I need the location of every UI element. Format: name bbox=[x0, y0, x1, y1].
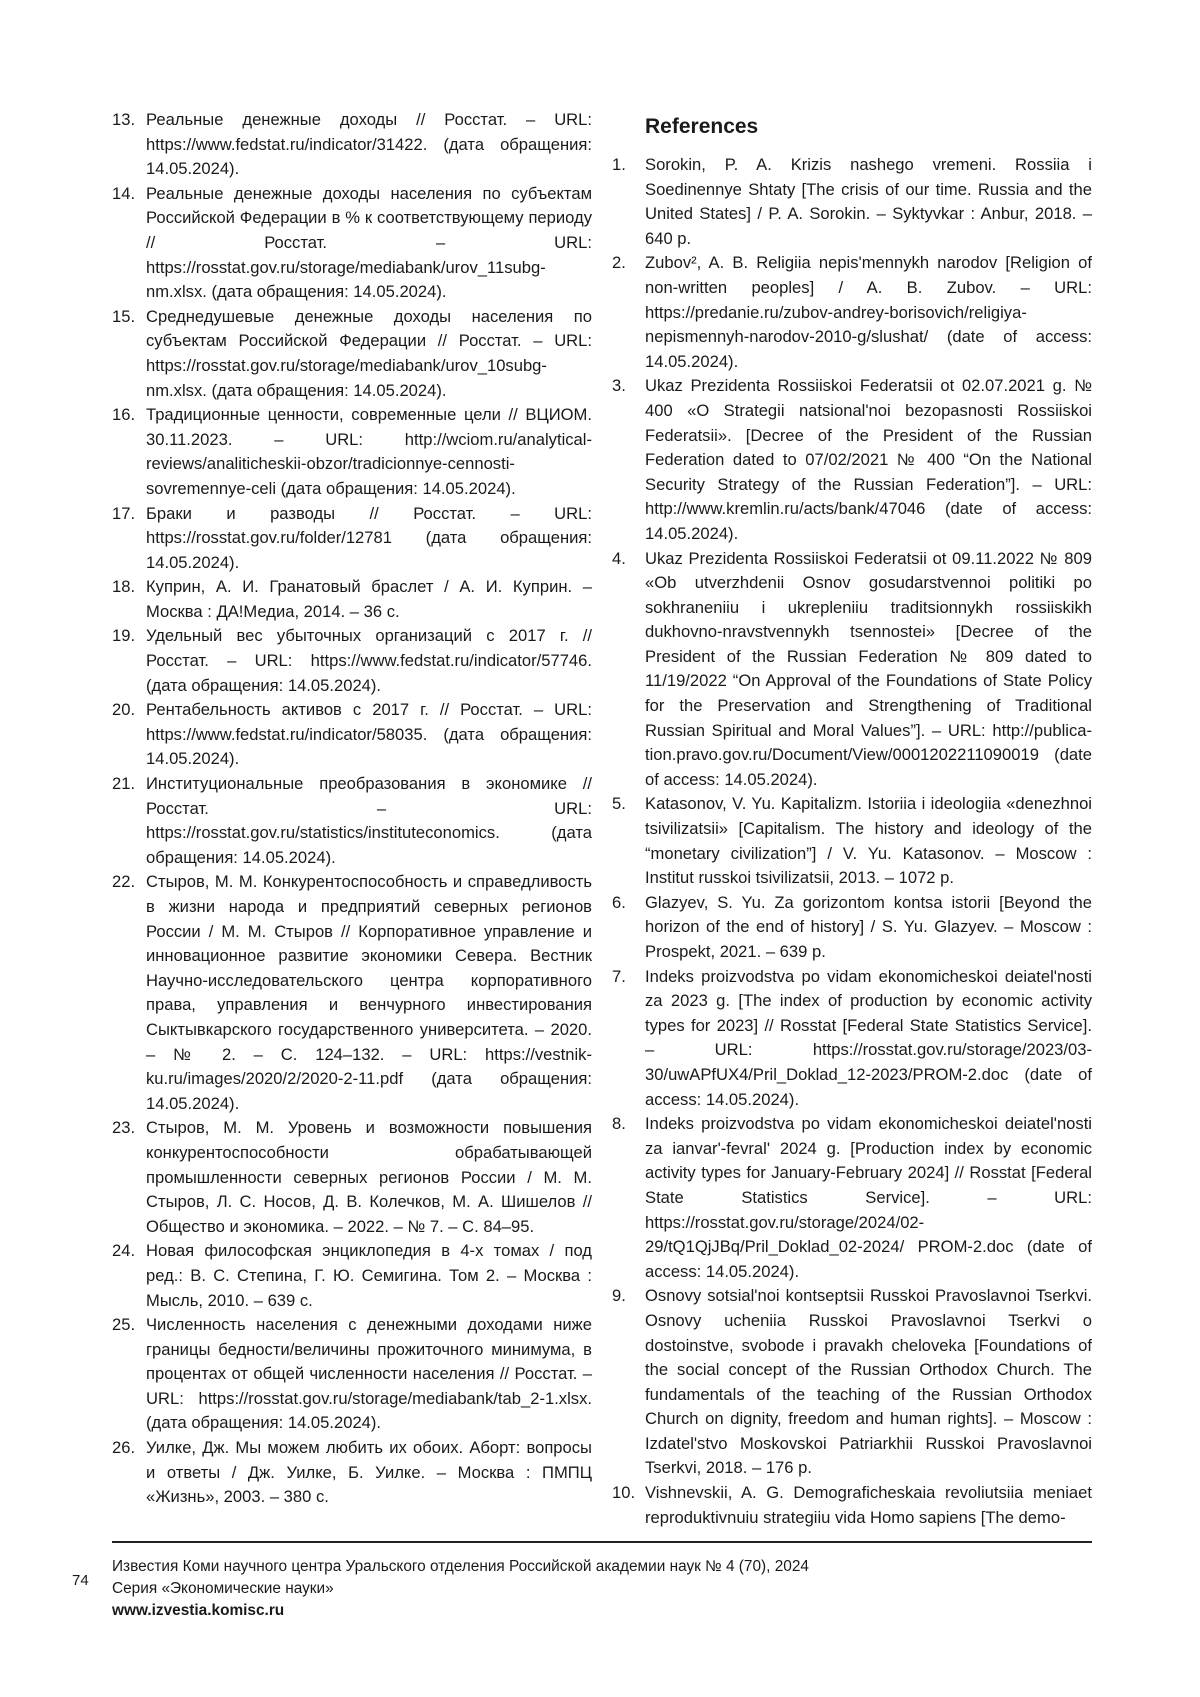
reference-number: 19. bbox=[112, 624, 144, 649]
reference-text: Реальные денежные доходы населения по субъектам Российской Федерации в % к соответствующему периоду // Росстат. – URL: https://rosstat.gov.ru/storage/mediabank/urov_11subg-nm.xlsx. (дата обращения: 14.05.2024). bbox=[146, 182, 592, 305]
journal-series: Серия «Экономические науки» bbox=[112, 1578, 1092, 1600]
left-column bbox=[112, 108, 592, 1510]
reference-text: Уилке, Дж. Мы можем любить их обоих. Аборт: вопросы и ответы / Дж. Уилке, Б. Уилке. – Москва : ПМПЦ «Жизнь», 2003. – 380 с. bbox=[146, 1436, 592, 1510]
reference-number: 3. bbox=[612, 374, 644, 399]
reference-text: Традиционные ценности, современные цели // ВЦИОМ. 30.11.2023. – URL: http://wciom.ru/analytical-reviews/analiticheskii-obzor/tradicionnye-cennosti-sovremennye-celi (дата обращения: 14.05.2024). bbox=[146, 403, 592, 501]
reference-number: 13. bbox=[112, 108, 144, 133]
reference-number: 10. bbox=[612, 1481, 644, 1506]
journal-url[interactable]: www.izvestia.komisc.ru bbox=[112, 1600, 1092, 1622]
reference-text: Институциональные преобразования в экономике // Росстат. – URL: https://rosstat.gov.ru/statistics/instituteconomics. (дата обращения: 14.05.2024). bbox=[146, 772, 592, 870]
reference-text: Indeks proizvodstva po vidam ekonomicheskoi deiatel'nosti za 2023 g. [The index of production by economic activity types for 2023] // Rosstat [Federal State Statistics Service]. – URL: https://rosstat.gov.ru/storage/2023/03-30/uwAPfUX4/Pril_Doklad_12-2023/PROM-2.doc (date of access: 14.05.2024). bbox=[645, 965, 1092, 1113]
reference-number: 5. bbox=[612, 792, 644, 817]
reference-item bbox=[614, 1284, 1092, 1481]
page-footer bbox=[112, 1556, 1092, 1622]
english-reference-list bbox=[614, 153, 1092, 1530]
reference-number: 26. bbox=[112, 1436, 144, 1461]
reference-number: 6. bbox=[612, 891, 644, 916]
reference-item bbox=[112, 1116, 592, 1239]
reference-item bbox=[614, 891, 1092, 965]
reference-text: Новая философская энциклопедия в 4-х томах / под ред.: В. С. Степина, Г. Ю. Семигина. Том 2. – Москва : Мысль, 2010. – 639 с. bbox=[146, 1239, 592, 1313]
reference-number: 9. bbox=[612, 1284, 644, 1309]
references-heading: References bbox=[645, 113, 1092, 141]
reference-number: 1. bbox=[612, 153, 644, 178]
reference-item bbox=[614, 1112, 1092, 1284]
reference-text: Osnovy sotsial'noi kontseptsii Russkoi Pravoslavnoi Tserkvi. Osnovy ucheniia Russkoi Pravoslavnoi Tserkvi o dostoinstve, svobode i pravakh cheloveka [Foundations of the social concept of the Russian Orthodox Church. The fundamentals of the teaching of the Russian Orthodox Church on dignity, freedom and human rights]. – Moscow : Izdatel'stvo Moskovskoi Patriarkhii Russkoi Pravoslavnoi Tserkvi, 2018. – 176 p. bbox=[645, 1284, 1092, 1481]
reference-item bbox=[112, 1239, 592, 1313]
reference-text: Sorokin, P. A. Krizis nashego vremeni. Rossiia i Soedinennye Shtaty [The crisis of our time. Russia and the United States] / P. A. Sorokin. – Syktyvkar : Anbur, 2018. – 640 p. bbox=[645, 153, 1092, 251]
reference-text: Браки и разводы // Росстат. – URL: https://rosstat.gov.ru/folder/12781 (дата обращения: 14.05.2024). bbox=[146, 502, 592, 576]
reference-number: 23. bbox=[112, 1116, 144, 1141]
page-number: 74 bbox=[72, 1572, 89, 1589]
reference-text: Куприн, А. И. Гранатовый браслет / А. И. Куприн. – Москва : ДА!Медиа, 2014. – 36 с. bbox=[146, 575, 592, 624]
reference-text: Katasonov, V. Yu. Kapitalizm. Istoriia i ideologiia «denezhnoi tsivilizatsii» [Capitalism. The history and ideology of the “monetary civilization”] / V. Yu. Katasonov. – Moscow : Institut russkoi tsivilizatsii, 2013. – 1072 p. bbox=[645, 792, 1092, 890]
reference-number: 24. bbox=[112, 1239, 144, 1264]
reference-text: Ukaz Prezidenta Rossiiskoi Federatsii ot 02.07.2021 g. № 400 «O Strategii natsional'noi bezopasnosti Rossiiskoi Federatsii». [Decree of the President of the Russian Federation dated to 07/02/2021 № 400 “On the National Security Strategy of the Russian Federation”]. – URL: http://www.kremlin.ru/acts/bank/47046 (date of access: 14.05.2024). bbox=[645, 374, 1092, 546]
reference-text: Численность населения с денежными доходами ниже границы бедности/величины прожиточного минимума, в процентах от общей численности населения // Росстат. – URL: https://rosstat.gov.ru/storage/mediabank/tab_2-1.xlsx. (дата обращения: 14.05.2024). bbox=[146, 1313, 592, 1436]
reference-number: 15. bbox=[112, 305, 144, 330]
reference-number: 2. bbox=[612, 251, 644, 276]
reference-text: Рентабельность активов с 2017 г. // Росстат. – URL: https://www.fedstat.ru/indicator/58035. (дата обращения: 14.05.2024). bbox=[146, 698, 592, 772]
journal-title: Известия Коми научного центра Уральского отделения Российской академии наук № 4 (70), 2024 bbox=[112, 1556, 1092, 1578]
reference-item bbox=[112, 182, 592, 305]
reference-item bbox=[112, 502, 592, 576]
reference-text: Ukaz Prezidenta Rossiiskoi Federatsii ot 09.11.2022 № 809 «Ob utverzhdenii Osnov gosudarstvennoi politiki po sokhraneniiu i ukrepleniiu traditsionnykh rossiiskikh dukhovno-nravstvennykh tsennostei» [Decree of the President of the Russian Federation № 809 dated to 11/19/2022 “On Approval of the Foundations of State Policy for the Preservation and Strengthening of Traditional Russian Spiritual and Moral Values”]. – URL: http://publica-tion.pravo.gov.ru/Document/View/0001202211090019 (date of access: 14.05.2024). bbox=[645, 547, 1092, 793]
reference-item bbox=[614, 153, 1092, 251]
reference-text: Стыров, М. М. Конкурентоспособность и справедливость в жизни народа и предприятий северных регионов России / М. М. Стыров // Корпоративное управление и инновационное развитие экономики Севера. Вестник Научно-исследовательского центра корпоративного права, управления и венчурного инвестирования Сыктывкарского государственного университета. – 2020. – № 2. – С. 124–132. – URL: https://vestnik-ku.ru/images/2020/2/2020-2-11.pdf (дата обращения: 14.05.2024). bbox=[146, 870, 592, 1116]
reference-number: 18. bbox=[112, 575, 144, 600]
reference-number: 22. bbox=[112, 870, 144, 895]
reference-item bbox=[112, 870, 592, 1116]
reference-number: 8. bbox=[612, 1112, 644, 1137]
reference-number: 21. bbox=[112, 772, 144, 797]
reference-item bbox=[614, 965, 1092, 1113]
right-column bbox=[614, 100, 1092, 1530]
reference-text: Zubov², A. B. Religiia nepis'mennykh narodov [Religion of non-written peoples] / A. B. Zubov. – URL: https://predanie.ru/zubov-andrey-borisovich/religiya-nepismennyh-narodov-2010-g/slushat/ (date of access: 14.05.2024). bbox=[645, 251, 1092, 374]
footer-divider bbox=[112, 1541, 1092, 1543]
reference-number: 16. bbox=[112, 403, 144, 428]
reference-item bbox=[614, 792, 1092, 890]
reference-item bbox=[112, 1436, 592, 1510]
reference-item bbox=[614, 251, 1092, 374]
reference-number: 7. bbox=[612, 965, 644, 990]
reference-number: 20. bbox=[112, 698, 144, 723]
reference-item bbox=[112, 305, 592, 403]
reference-item bbox=[614, 1481, 1092, 1530]
reference-number: 4. bbox=[612, 547, 644, 572]
reference-text: Indeks proizvodstva po vidam ekonomicheskoi deiatel'nosti za ianvar'-fevral' 2024 g. [Production index by economic activity types for January-February 2024] // Rosstat [Federal State Statistics Service]. – URL: https://rosstat.gov.ru/storage/2024/02-29/tQ1QjJBq/Pril_Doklad_02-2024/ PROM-2.doc (date of access: 14.05.2024). bbox=[645, 1112, 1092, 1284]
reference-text: Vishnevskii, A. G. Demograficheskaia revoliutsiia meniaet reproduktivnuiu strategiiu vida Homo sapiens [The demo- bbox=[645, 1481, 1092, 1530]
reference-item bbox=[112, 772, 592, 870]
reference-number: 17. bbox=[112, 502, 144, 527]
reference-item bbox=[112, 403, 592, 501]
reference-item bbox=[614, 547, 1092, 793]
reference-item bbox=[112, 1313, 592, 1436]
reference-text: Среднедушевые денежные доходы населения по субъектам Российской Федерации // Росстат. – URL: https://rosstat.gov.ru/storage/mediabank/urov_10subg-nm.xlsx. (дата обращения: 14.05.2024). bbox=[146, 305, 592, 403]
reference-item bbox=[112, 108, 592, 182]
reference-text: Стыров, М. М. Уровень и возможности повышения конкурентоспособности обрабатывающей промышленности северных регионов России / М. М. Стыров, Л. С. Носов, Д. В. Колечков, М. А. Шишелов // Общество и экономика. – 2022. – № 7. – С. 84–95. bbox=[146, 1116, 592, 1239]
reference-item bbox=[614, 374, 1092, 546]
russian-reference-list bbox=[112, 108, 592, 1510]
reference-number: 25. bbox=[112, 1313, 144, 1338]
reference-number: 14. bbox=[112, 182, 144, 207]
reference-item bbox=[112, 575, 592, 624]
reference-item bbox=[112, 698, 592, 772]
reference-text: Реальные денежные доходы // Росстат. – URL: https://www.fedstat.ru/indicator/31422. (дата обращения: 14.05.2024). bbox=[146, 108, 592, 182]
reference-text: Удельный вес убыточных организаций с 2017 г. // Росстат. – URL: https://www.fedstat.ru/indicator/57746. (дата обращения: 14.05.2024). bbox=[146, 624, 592, 698]
reference-text: Glazyev, S. Yu. Za gorizontom kontsa istorii [Beyond the horizon of the end of history] / S. Yu. Glazyev. – Moscow : Prospekt, 2021. – 639 p. bbox=[645, 891, 1092, 965]
reference-item bbox=[112, 624, 592, 698]
